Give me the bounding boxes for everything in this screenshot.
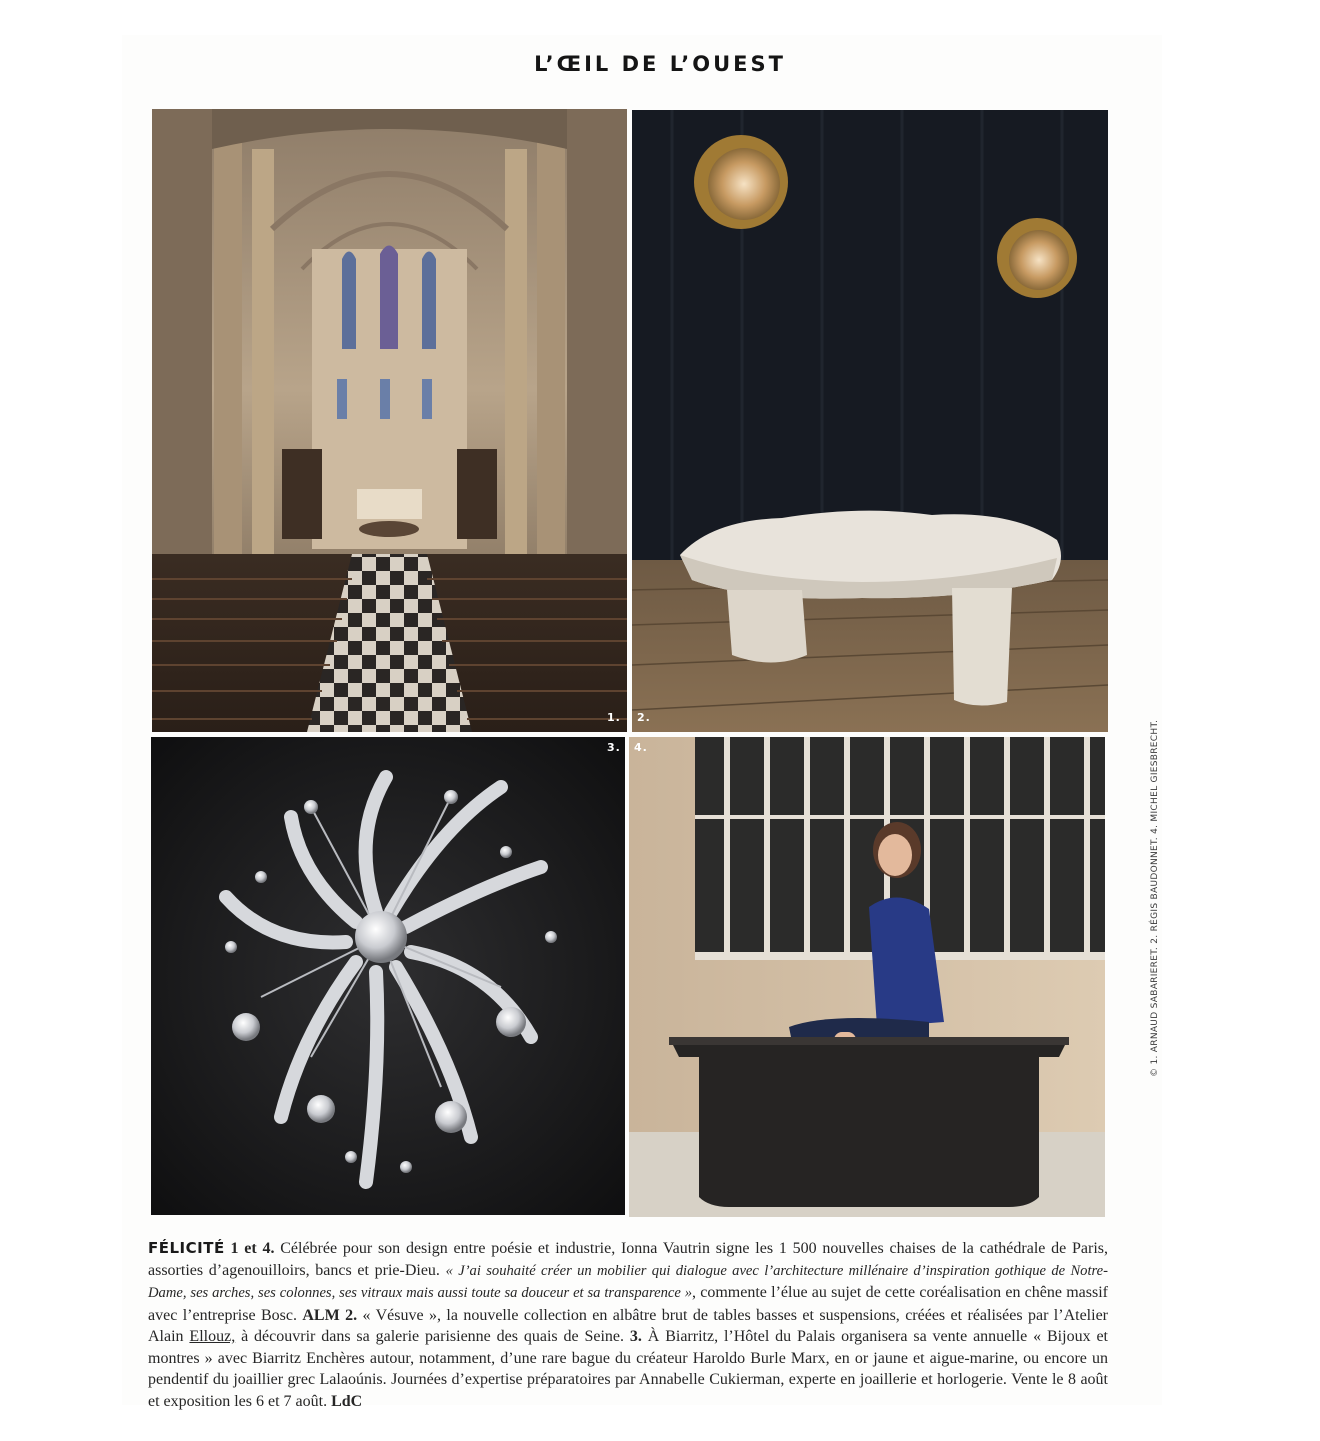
ref-3: 3. [629, 1328, 642, 1345]
article-text-2: , commente l’élue au sujet de cette coréalisation en chêne massif avec l’entreprise Bosc. [148, 1284, 1108, 1324]
article-quote: « J’ai souhaité créer un mobilier qui dialogue avec l’architecture millénaire d’inspiration gothique de Notre-Dame, ses arches, ses colonnes, ses vitraux mais aussi toute sa douceur et sa transparence » [148, 1262, 1109, 1301]
photo-alabaster-table [632, 110, 1108, 732]
photo-cathedral [152, 109, 627, 732]
photo-number-2: 2. [637, 711, 651, 724]
article-text [148, 1238, 1108, 1412]
photo-number-3: 3. [607, 741, 621, 754]
section-title: L’ŒIL DE L’OUEST [534, 52, 786, 76]
article-text-5: À Biarritz, l’Hôtel du Palais organisera sa vente annuelle « Bijoux et montres » avec Biarritz Enchères autour, notamment, d’une rare bague du créateur Haroldo Burle Marx, en or jaune et aigue-marine, ou encore un pendentif du joaillier grec Lalaoúnis. Journées d’expertise préparatoires par Annabelle Cukierman, experte en joaillerie et horlogerie. Vente le 8 août et exposition les 6 et 7 août. [148, 1328, 1108, 1410]
article-text-3: « Vésuve », la nouvelle collection en albâtre brut de tables basses et suspensions, créées et réalisées par l’Atelier Alain [148, 1306, 1109, 1345]
article-lead: FÉLICITÉ [148, 1239, 225, 1257]
photo-diamond-brooch [151, 737, 625, 1215]
ref-1-4: 1 et 4. [230, 1240, 275, 1257]
photo-number-1: 1. [607, 711, 621, 724]
ellouz-link[interactable]: Ellouz, [189, 1328, 236, 1345]
article-text-4: à découvrir dans sa galerie parisienne des quais de Seine. [235, 1328, 630, 1345]
photo-number-4: 4. [634, 741, 648, 754]
photo-credit: © 1. ARNAUD SABARIERET. 2. RÉGIS BAUDONNET. 4. MICHEL GIESBRECHT. [1150, 719, 1160, 1077]
ref-2: 2. [345, 1306, 358, 1324]
signature-ldc: LdC [331, 1392, 363, 1410]
photo-designer-bench [629, 737, 1105, 1217]
article-text-1: Célébrée pour son design entre poésie et industrie, Ionna Vautrin signe les 1 500 nouvelles chaises de la cathédrale de Paris, assorties d’agenouilloirs, bancs et prie-Dieu. [148, 1240, 1109, 1279]
signature-alm: ALM [302, 1306, 340, 1324]
